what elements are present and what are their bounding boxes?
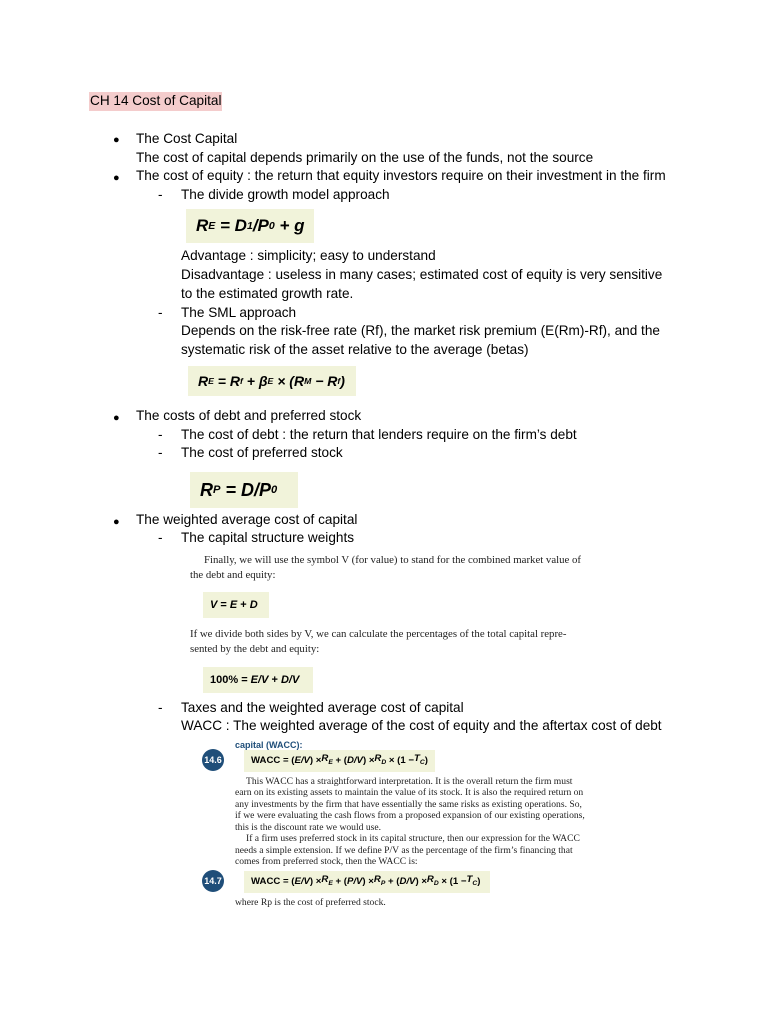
bullet-wacc: The weighted average cost of capital [136, 512, 358, 527]
excerpt-line: earn on its existing assets to maintain the value of its stock. It is also the required return on [235, 787, 584, 798]
dash-marker: - [158, 530, 163, 545]
excerpt-line: sented by the debt and equity: [190, 643, 320, 655]
equation-badge: 14.7 [202, 870, 224, 892]
excerpt-heading: capital (WACC): [235, 740, 303, 750]
bullet-cost-of-equity: The cost of equity : the return that equity investors require on their investment in the firm [136, 168, 666, 183]
sml-description-1: Depends on the risk-free rate (Rf), the market risk premium (E(Rm)-Rf), and the [181, 323, 660, 338]
page-title: CH 14 Cost of Capital [89, 92, 222, 111]
excerpt-footer: where Rp is the cost of preferred stock. [235, 897, 386, 908]
excerpt-line: If a firm uses preferred stock in its capital structure, then our expression for the WACC [246, 833, 580, 844]
dash-marker: - [158, 305, 163, 320]
preferred-stock-formula: R P = D/P 0 [190, 472, 298, 508]
dash-marker: - [158, 700, 163, 715]
bullet-marker: ● [113, 412, 120, 424]
sml-heading: The SML approach [181, 305, 297, 320]
sml-description-2: systematic risk of the asset relative to the average (betas) [181, 342, 529, 357]
dividend-growth-formula: R E = D 1 /P 0 + g [186, 209, 314, 243]
excerpt-line: comes from preferred stock, then the WACC is: [235, 856, 418, 867]
dividend-growth-heading: The divide growth model approach [181, 187, 390, 202]
percentage-formula-box: 100% = E/V + D/V [203, 667, 313, 693]
dash-marker: - [158, 187, 163, 202]
disadvantage-text-2: to the estimated growth rate. [181, 286, 354, 301]
bullet-marker: ● [113, 516, 120, 528]
wacc-definition: WACC : The weighted average of the cost of equity and the aftertax cost of debt [181, 718, 662, 733]
disadvantage-text-1: Disadvantage : useless in many cases; estimated cost of equity is very sensitive [181, 267, 663, 282]
cost-of-preferred-text: The cost of preferred stock [181, 445, 343, 460]
advantage-text: Advantage : simplicity; easy to understand [181, 248, 436, 263]
cost-of-debt-text: The cost of debt : the return that lenders require on the firm’s debt [181, 427, 577, 442]
excerpt-line: If we divide both sides by V, we can calculate the percentages of the total capital repre- [190, 628, 567, 640]
bullet-cost-capital: The Cost Capital [136, 131, 238, 146]
equation-badge: 14.6 [202, 749, 224, 771]
excerpt-line: any investments by the firm that have essentially the same risks as existing operations. So, [235, 799, 582, 810]
excerpt-line: if we were evaluating the cash flows from a proposed expansion of our existing operations, [235, 810, 585, 821]
cost-capital-description: The cost of capital depends primarily on the use of the funds, not the source [136, 150, 594, 165]
excerpt-line: this is the discount rate we would use. [235, 822, 382, 833]
wacc-preferred-formula-box: WACC = ( E/V ) × $R_E$ + ( P/V ) × $R_P$ + ( D/V ) × $R_D$ × (1 − $T_C$ ) [244, 871, 490, 893]
bullet-marker: ● [113, 172, 120, 184]
dash-marker: - [158, 445, 163, 460]
excerpt-line: the debt and equity: [190, 569, 276, 581]
capital-structure-weights-heading: The capital structure weights [181, 530, 355, 545]
taxes-wacc-heading: Taxes and the weighted average cost of capital [181, 700, 464, 715]
bullet-marker: ● [113, 134, 120, 146]
bullet-debt-preferred: The costs of debt and preferred stock [136, 408, 362, 423]
excerpt-line: needs a simple extension. If we define P/V as the percentage of the firm’s financing that [235, 845, 573, 856]
excerpt-line: This WACC has a straightforward interpretation. It is the overall return the firm must [246, 776, 573, 787]
wacc-formula-box: WACC = ( E/V ) × $R_E$ + ( D/V ) × $R_D$ × (1 − $T_C$ ) [244, 750, 435, 772]
dash-marker: - [158, 427, 163, 442]
excerpt-line: Finally, we will use the symbol V (for value) to stand for the combined market value of [204, 554, 582, 566]
sml-formula: R E = R f + β E × (R M − R f ) [188, 366, 356, 396]
value-formula-box: V = E + D [203, 592, 269, 618]
